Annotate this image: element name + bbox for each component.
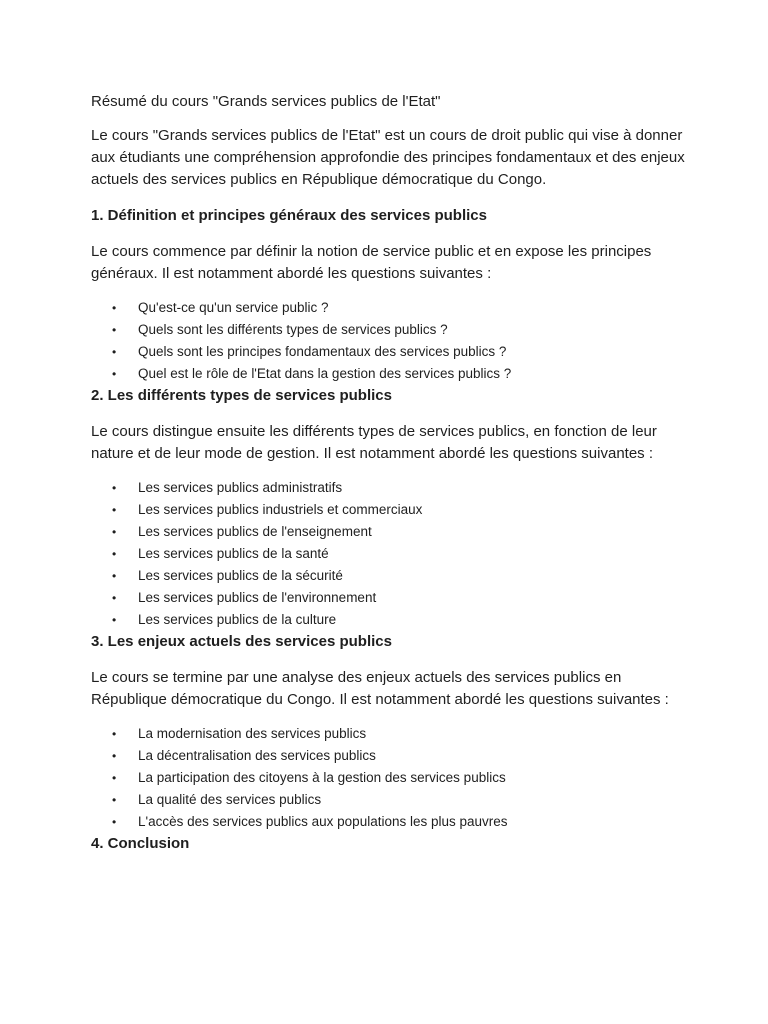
bullet-icon: • [112, 793, 117, 807]
bullet-icon: • [112, 345, 117, 359]
list-item: • Les services publics de l'environnement [112, 587, 691, 609]
list-item: • Qu'est-ce qu'un service public ? [112, 297, 691, 319]
bullet-icon: • [112, 613, 117, 627]
section-list-3 [91, 723, 691, 833]
list-item: • La décentralisation des services publics [112, 745, 691, 767]
document-title: Résumé du cours "Grands services publics de l'Etat" [91, 93, 441, 110]
section-list-2 [91, 477, 691, 631]
list-item: • Les services publics industriels et commerciaux [112, 499, 691, 521]
bullet-icon: • [112, 815, 117, 829]
list-item: • La qualité des services publics [112, 789, 691, 811]
list-item: • Quel est le rôle de l'Etat dans la gestion des services publics ? [112, 363, 691, 385]
bullet-icon: • [112, 301, 117, 315]
list-item: • La modernisation des services publics [112, 723, 691, 745]
bullet-icon: • [112, 771, 117, 785]
list-item: • Quels sont les différents types de services publics ? [112, 319, 691, 341]
bullet-icon: • [112, 591, 117, 605]
list-item: • La participation des citoyens à la gestion des services publics [112, 767, 691, 789]
bullet-icon: • [112, 749, 117, 763]
bullet-icon: • [112, 727, 117, 741]
intro-paragraph: Le cours "Grands services publics de l'Etat" est un cours de droit public qui vise à donner aux étudiants une compréhension approfondie des principes fondamentaux et des enjeux actuels des services publics en République démocratique du Congo. [91, 127, 685, 188]
section-heading-2: 2. Les différents types de services publics [91, 387, 392, 404]
list-item: • Les services publics de la sécurité [112, 565, 691, 587]
section-paragraph-2: Le cours distingue ensuite les différents types de services publics, en fonction de leur nature et de leur mode de gestion. Il est notamment abordé les questions suivantes : [91, 423, 657, 462]
bullet-icon: • [112, 525, 117, 539]
bullet-icon: • [112, 367, 117, 381]
section-paragraph-3: Le cours se termine par une analyse des enjeux actuels des services publics en République démocratique du Congo. Il est notamment abordé les questions suivantes : [91, 669, 669, 708]
section-list-1 [91, 297, 691, 385]
conclusion-heading: 4. Conclusion [91, 835, 190, 852]
bullet-icon: • [112, 481, 117, 495]
list-item: • L'accès des services publics aux populations les plus pauvres [112, 811, 691, 833]
list-item: • Les services publics de l'enseignement [112, 521, 691, 543]
section-heading-3: 3. Les enjeux actuels des services publics [91, 633, 392, 650]
list-item: • Quels sont les principes fondamentaux des services publics ? [112, 341, 691, 363]
list-item: • Les services publics de la culture [112, 609, 691, 631]
section-heading-1: 1. Définition et principes généraux des services publics [91, 207, 487, 224]
list-item: • Les services publics administratifs [112, 477, 691, 499]
bullet-icon: • [112, 503, 117, 517]
section-paragraph-1: Le cours commence par définir la notion de service public et en expose les principes généraux. Il est notamment abordé les questions suivantes : [91, 243, 652, 282]
bullet-icon: • [112, 323, 117, 337]
bullet-icon: • [112, 547, 117, 561]
document-page [91, 91, 691, 869]
list-item: • Les services publics de la santé [112, 543, 691, 565]
bullet-icon: • [112, 569, 117, 583]
